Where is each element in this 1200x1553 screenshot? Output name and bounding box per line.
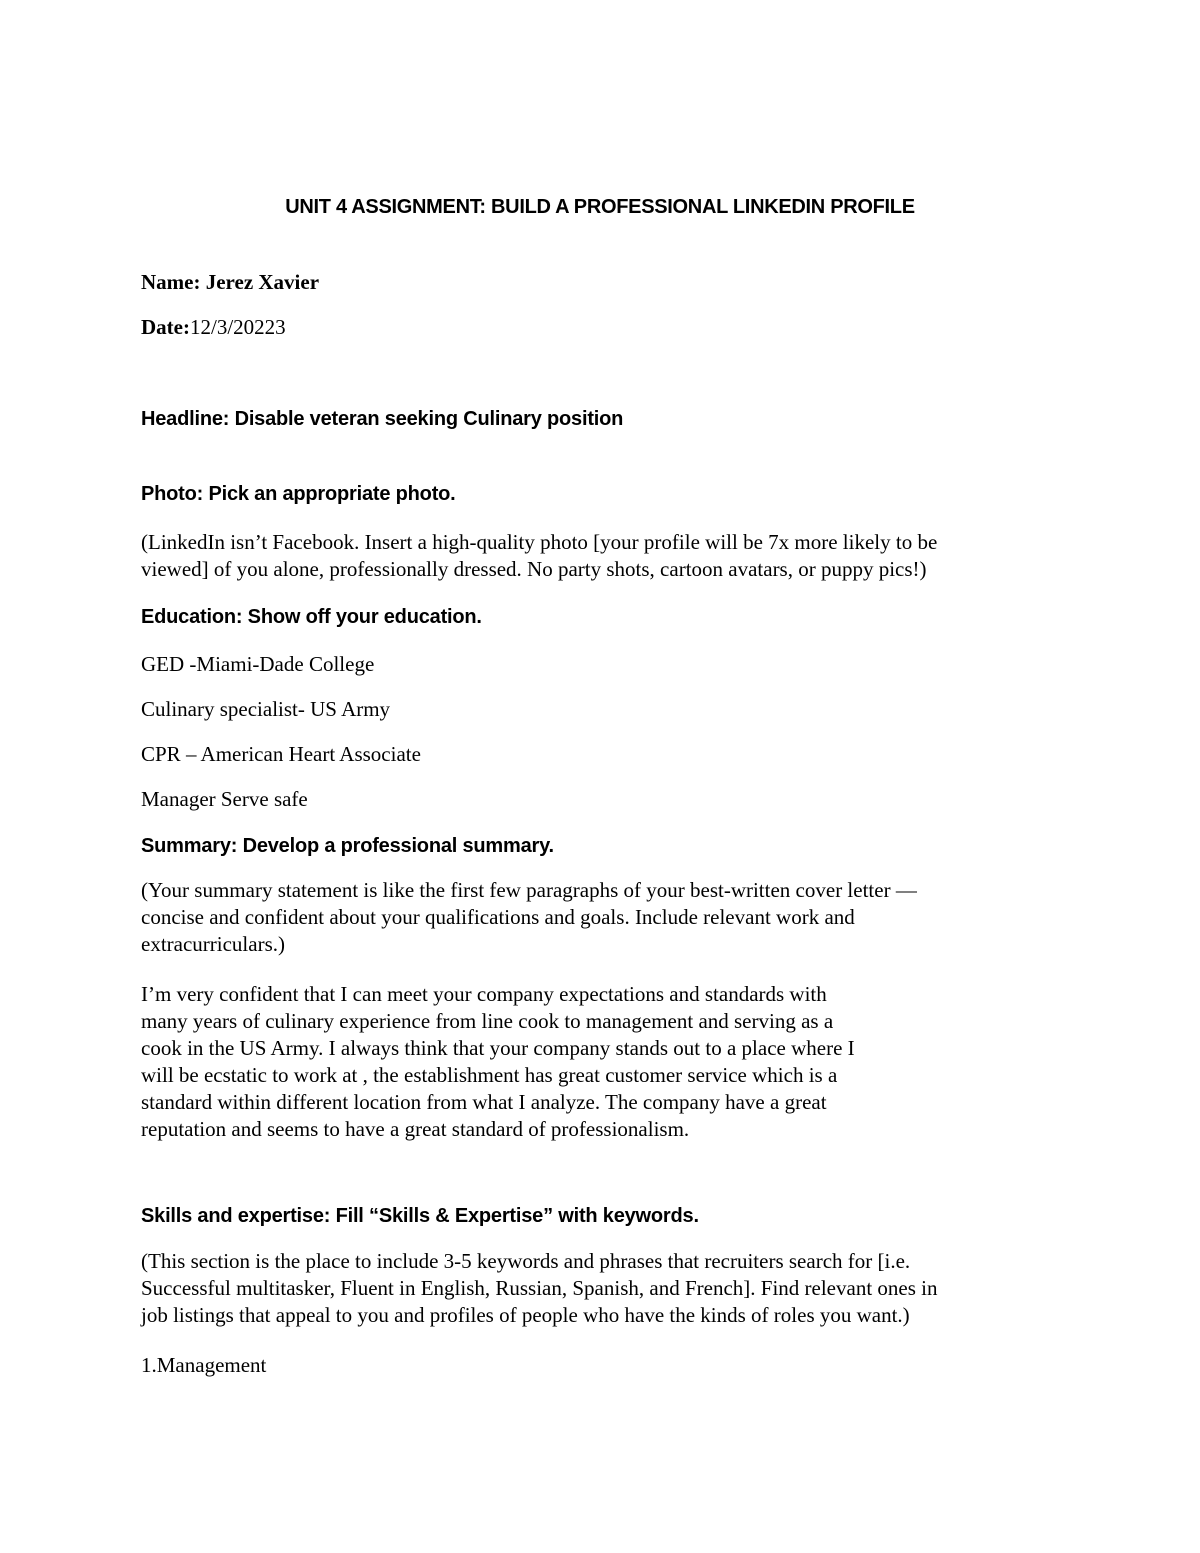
summary-body-line: many years of culinary experience from line cook to management and serving as a — [141, 1009, 834, 1033]
name-line — [141, 269, 319, 296]
name-value: Jerez Xavier — [205, 270, 320, 294]
date-value: 12/3/20223 — [189, 315, 286, 339]
education-item: GED -Miami-Dade College — [141, 652, 375, 676]
education-heading: Education: Show off your education. — [141, 606, 482, 628]
skills-instruction-line: (This section is the place to include 3-5 keywords and phrases that recruiters search for [i.e. — [141, 1249, 911, 1273]
summary-heading: Summary: Develop a professional summary. — [141, 835, 554, 857]
document-title: UNIT 4 ASSIGNMENT: BUILD A PROFESSIONAL LINKEDIN PROFILE — [285, 196, 915, 218]
headline: Headline: Disable veteran seeking Culinary position — [141, 408, 624, 430]
summary-instructions — [141, 877, 917, 958]
summary-body — [141, 981, 855, 1143]
summary-body-line: reputation and seems to have a great standard of professionalism. — [141, 1117, 690, 1141]
summary-instruction-line: extracurriculars.) — [141, 932, 285, 956]
education-item: CPR – American Heart Associate — [141, 742, 421, 766]
education-item: Culinary specialist- US Army — [141, 697, 391, 721]
date-line — [141, 314, 286, 341]
photo-instructions — [141, 529, 937, 583]
summary-body-line: will be ecstatic to work at , the establishment has great customer service which is a — [141, 1063, 838, 1087]
name-label: Name: — [141, 270, 201, 294]
summary-body-line: cook in the US Army. I always think that your company stands out to a place where I — [141, 1036, 855, 1060]
skills-instructions — [141, 1248, 937, 1329]
skills-instruction-line: Successful multitasker, Fluent in English, Russian, Spanish, and French]. Find relevant ones in — [141, 1276, 938, 1300]
summary-instruction-line: (Your summary statement is like the first few paragraphs of your best-written cover letter — — [141, 878, 917, 902]
date-label: Date: — [141, 315, 190, 339]
photo-instruction-line: (LinkedIn isn’t Facebook. Insert a high-quality photo [your profile will be 7x more likely to be — [141, 530, 938, 554]
skills-instruction-line: job listings that appeal to you and profiles of people who have the kinds of roles you want.) — [141, 1303, 910, 1327]
photo-heading: Photo: Pick an appropriate photo. — [141, 483, 456, 505]
summary-body-line: standard within different location from what I analyze. The company have a great — [141, 1090, 827, 1114]
education-item: Manager Serve safe — [141, 787, 308, 811]
summary-body-line: I’m very confident that I can meet your company expectations and standards with — [141, 982, 827, 1006]
summary-instruction-line: concise and confident about your qualifications and goals. Include relevant work and — [141, 905, 855, 929]
photo-instruction-line: viewed] of you alone, professionally dressed. No party shots, cartoon avatars, or puppy pics!) — [141, 557, 927, 581]
skills-heading: Skills and expertise: Fill “Skills & Expertise” with keywords. — [141, 1205, 699, 1227]
skills-item: 1.Management — [141, 1353, 267, 1377]
